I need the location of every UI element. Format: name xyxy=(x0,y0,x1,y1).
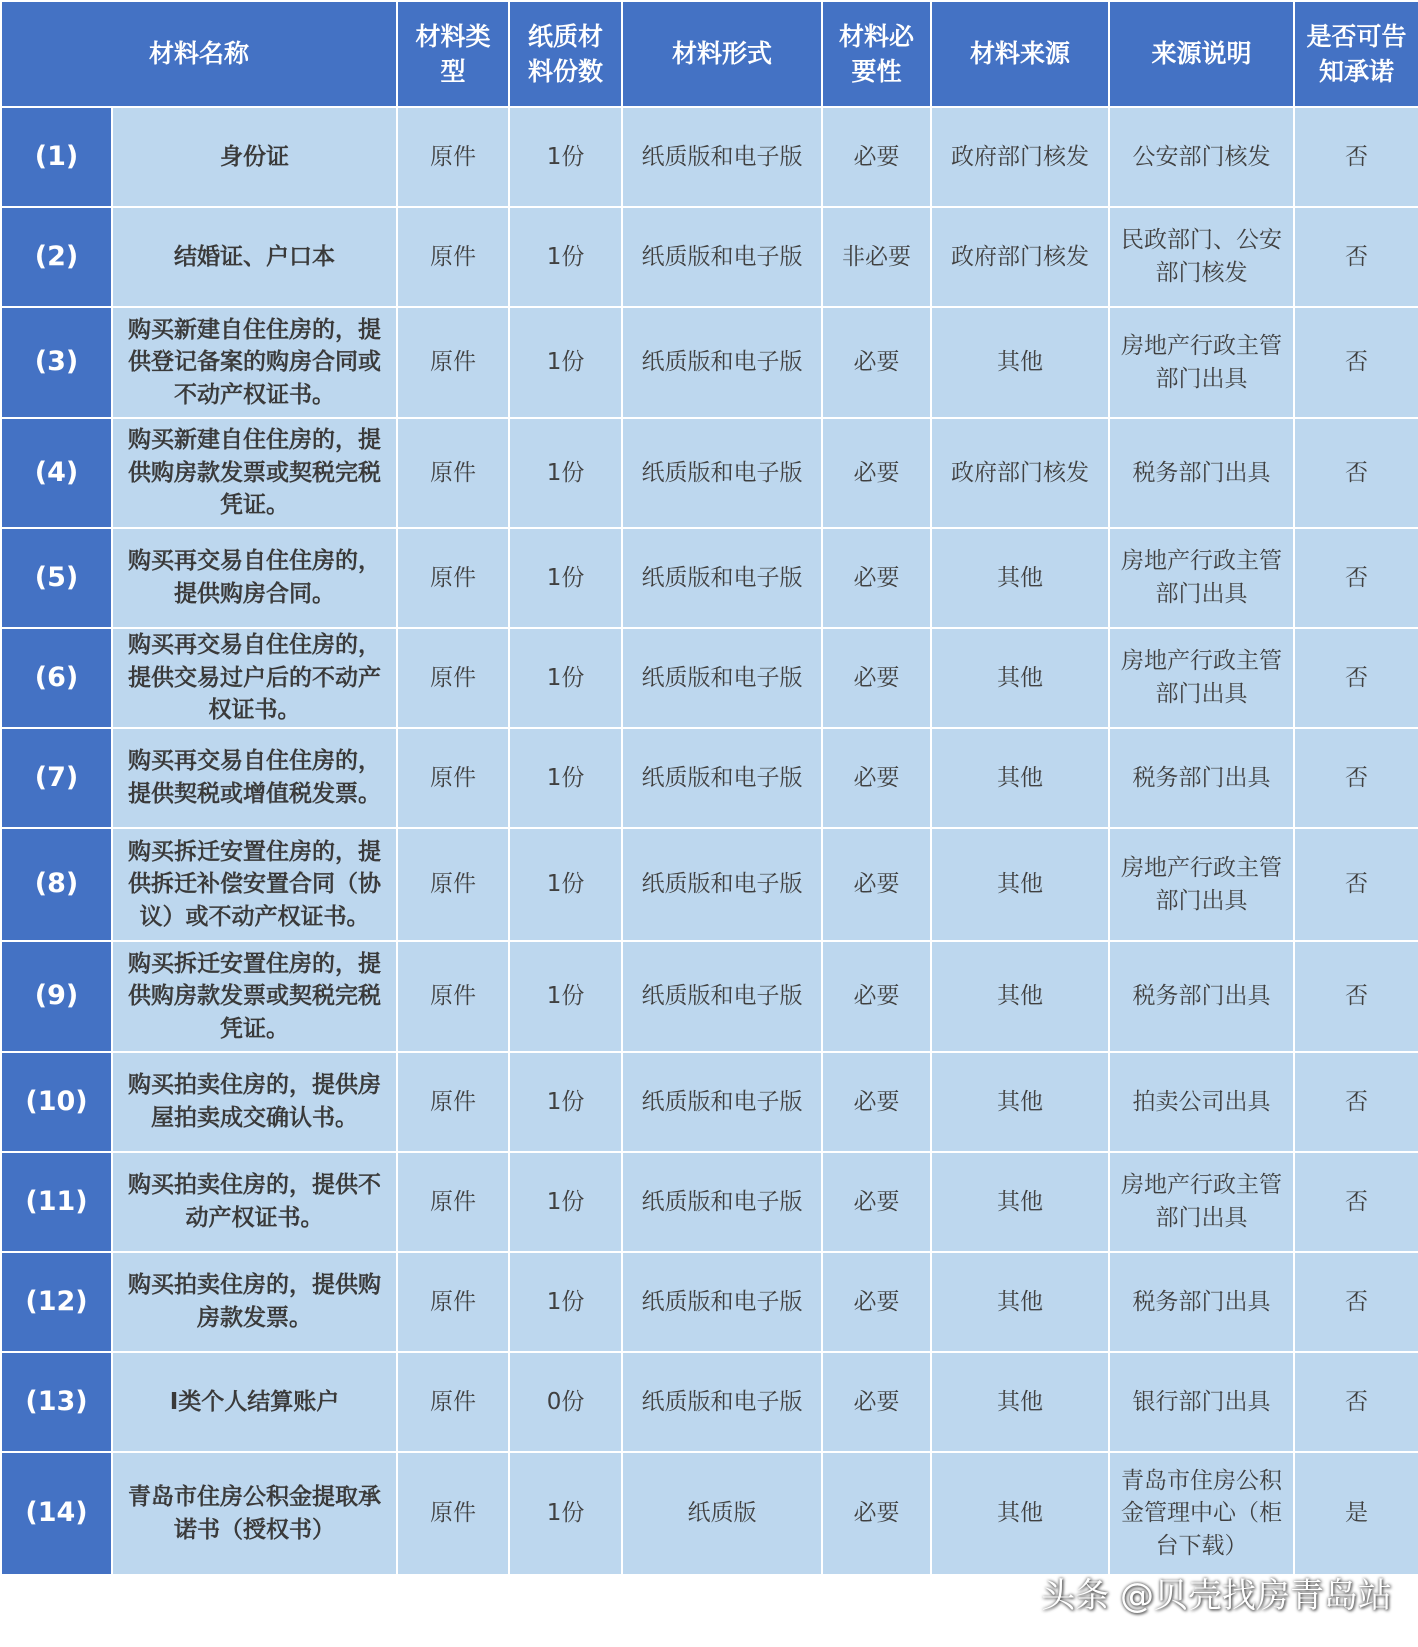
header-necessity: 材料必要性 xyxy=(822,1,931,107)
commitment-cell: 否 xyxy=(1294,728,1418,828)
commitment-cell: 否 xyxy=(1294,941,1418,1052)
source-note-cell: 拍卖公司出具 xyxy=(1109,1052,1294,1152)
paper-copies-cell: 1份 xyxy=(509,1052,622,1152)
header-paper-copies: 纸质材料份数 xyxy=(509,1,622,107)
material-form-cell: 纸质版和电子版 xyxy=(622,1252,822,1352)
row-index: (4) xyxy=(1,418,112,528)
row-index: (5) xyxy=(1,528,112,628)
material-name-cell: 青岛市住房公积金提取承诺书（授权书） xyxy=(112,1452,397,1575)
necessity-cell: 必要 xyxy=(822,1252,931,1352)
source-note-cell: 房地产行政主管部门出具 xyxy=(1109,828,1294,941)
source-note-cell: 民政部门、公安部门核发 xyxy=(1109,207,1294,307)
table-row xyxy=(1,1252,1418,1352)
commitment-cell: 是 xyxy=(1294,1452,1418,1575)
material-form-cell: 纸质版和电子版 xyxy=(622,1152,822,1252)
source-cell: 政府部门核发 xyxy=(931,418,1109,528)
necessity-cell: 必要 xyxy=(822,628,931,728)
necessity-cell: 非必要 xyxy=(822,207,931,307)
row-index: (10) xyxy=(1,1052,112,1152)
material-type-cell: 原件 xyxy=(397,1052,509,1152)
paper-copies-cell: 1份 xyxy=(509,628,622,728)
necessity-cell: 必要 xyxy=(822,1352,931,1452)
material-type-cell: 原件 xyxy=(397,1252,509,1352)
material-form-cell: 纸质版和电子版 xyxy=(622,941,822,1052)
source-cell: 其他 xyxy=(931,1252,1109,1352)
header-commitment: 是否可告知承诺 xyxy=(1294,1,1418,107)
necessity-cell: 必要 xyxy=(822,107,931,207)
material-type-cell: 原件 xyxy=(397,941,509,1052)
necessity-cell: 必要 xyxy=(822,307,931,418)
table-row xyxy=(1,1052,1418,1152)
table-row xyxy=(1,1352,1418,1452)
material-name-cell: 购买拍卖住房的，提供购房款发票。 xyxy=(112,1252,397,1352)
paper-copies-cell: 1份 xyxy=(509,107,622,207)
source-cell: 政府部门核发 xyxy=(931,107,1109,207)
header-source: 材料来源 xyxy=(931,1,1109,107)
material-form-cell: 纸质版和电子版 xyxy=(622,418,822,528)
source-cell: 其他 xyxy=(931,1152,1109,1252)
necessity-cell: 必要 xyxy=(822,728,931,828)
material-form-cell: 纸质版和电子版 xyxy=(622,307,822,418)
material-name-cell: 购买新建自住住房的，提供购房款发票或契税完税凭证。 xyxy=(112,418,397,528)
table-row xyxy=(1,1452,1418,1575)
necessity-cell: 必要 xyxy=(822,1452,931,1575)
table-body xyxy=(1,107,1418,1575)
source-note-cell: 税务部门出具 xyxy=(1109,728,1294,828)
material-name-cell: 购买拆迁安置住房的，提供购房款发票或契税完税凭证。 xyxy=(112,941,397,1052)
material-name-cell: 购买新建自住住房的，提供登记备案的购房合同或不动产权证书。 xyxy=(112,307,397,418)
source-cell: 其他 xyxy=(931,728,1109,828)
paper-copies-cell: 1份 xyxy=(509,1252,622,1352)
watermark xyxy=(1041,1568,1392,1617)
necessity-cell: 必要 xyxy=(822,1052,931,1152)
paper-copies-cell: 0份 xyxy=(509,1352,622,1452)
source-cell: 其他 xyxy=(931,1352,1109,1452)
paper-copies-cell: 1份 xyxy=(509,1452,622,1575)
header-material-type: 材料类型 xyxy=(397,1,509,107)
watermark-text: 头条 @贝壳找房青岛站 xyxy=(1041,1576,1392,1616)
material-type-cell: 原件 xyxy=(397,1152,509,1252)
row-index: (1) xyxy=(1,107,112,207)
source-note-cell: 房地产行政主管部门出具 xyxy=(1109,1152,1294,1252)
source-note-cell: 税务部门出具 xyxy=(1109,418,1294,528)
commitment-cell: 否 xyxy=(1294,628,1418,728)
material-name-cell: 购买再交易自住住房的，提供购房合同。 xyxy=(112,528,397,628)
source-note-cell: 税务部门出具 xyxy=(1109,1252,1294,1352)
source-note-cell: 税务部门出具 xyxy=(1109,941,1294,1052)
header-source-note: 来源说明 xyxy=(1109,1,1294,107)
material-name-cell: I类个人结算账户 xyxy=(112,1352,397,1452)
table-row xyxy=(1,628,1418,728)
commitment-cell: 否 xyxy=(1294,1052,1418,1152)
material-form-cell: 纸质版和电子版 xyxy=(622,1052,822,1152)
row-index: (8) xyxy=(1,828,112,941)
source-note-cell: 青岛市住房公积金管理中心（柜台下载） xyxy=(1109,1452,1294,1575)
row-index: (12) xyxy=(1,1252,112,1352)
paper-copies-cell: 1份 xyxy=(509,418,622,528)
table-row xyxy=(1,307,1418,418)
material-type-cell: 原件 xyxy=(397,1352,509,1452)
source-note-cell: 房地产行政主管部门出具 xyxy=(1109,528,1294,628)
table-row xyxy=(1,207,1418,307)
material-form-cell: 纸质版和电子版 xyxy=(622,728,822,828)
material-name-cell: 购买拍卖住房的，提供房屋拍卖成交确认书。 xyxy=(112,1052,397,1152)
source-note-cell: 公安部门核发 xyxy=(1109,107,1294,207)
commitment-cell: 否 xyxy=(1294,207,1418,307)
necessity-cell: 必要 xyxy=(822,828,931,941)
paper-copies-cell: 1份 xyxy=(509,941,622,1052)
material-form-cell: 纸质版和电子版 xyxy=(622,107,822,207)
commitment-cell: 否 xyxy=(1294,1352,1418,1452)
paper-copies-cell: 1份 xyxy=(509,728,622,828)
table-row xyxy=(1,728,1418,828)
row-index: (9) xyxy=(1,941,112,1052)
material-type-cell: 原件 xyxy=(397,528,509,628)
material-type-cell: 原件 xyxy=(397,307,509,418)
material-name-cell: 购买再交易自住住房的，提供契税或增值税发票。 xyxy=(112,728,397,828)
header-row xyxy=(1,1,1418,107)
material-form-cell: 纸质版和电子版 xyxy=(622,628,822,728)
source-cell: 其他 xyxy=(931,1052,1109,1152)
necessity-cell: 必要 xyxy=(822,941,931,1052)
source-cell: 其他 xyxy=(931,528,1109,628)
source-cell: 其他 xyxy=(931,1452,1109,1575)
source-note-cell: 银行部门出具 xyxy=(1109,1352,1294,1452)
material-type-cell: 原件 xyxy=(397,628,509,728)
necessity-cell: 必要 xyxy=(822,418,931,528)
table-row xyxy=(1,528,1418,628)
material-name-cell: 结婚证、户口本 xyxy=(112,207,397,307)
paper-copies-cell: 1份 xyxy=(509,307,622,418)
material-form-cell: 纸质版和电子版 xyxy=(622,528,822,628)
commitment-cell: 否 xyxy=(1294,107,1418,207)
material-type-cell: 原件 xyxy=(397,107,509,207)
table-row xyxy=(1,828,1418,941)
material-form-cell: 纸质版 xyxy=(622,1452,822,1575)
source-note-cell: 房地产行政主管部门出具 xyxy=(1109,307,1294,418)
commitment-cell: 否 xyxy=(1294,528,1418,628)
table-row xyxy=(1,418,1418,528)
material-form-cell: 纸质版和电子版 xyxy=(622,207,822,307)
paper-copies-cell: 1份 xyxy=(509,828,622,941)
header-material-name: 材料名称 xyxy=(1,1,397,107)
row-index: (2) xyxy=(1,207,112,307)
row-index: (14) xyxy=(1,1452,112,1575)
commitment-cell: 否 xyxy=(1294,1152,1418,1252)
table-row xyxy=(1,107,1418,207)
source-cell: 其他 xyxy=(931,307,1109,418)
commitment-cell: 否 xyxy=(1294,1252,1418,1352)
header-material-form: 材料形式 xyxy=(622,1,822,107)
row-index: (7) xyxy=(1,728,112,828)
row-index: (3) xyxy=(1,307,112,418)
material-name-cell: 身份证 xyxy=(112,107,397,207)
material-name-cell: 购买再交易自住住房的，提供交易过户后的不动产权证书。 xyxy=(112,628,397,728)
necessity-cell: 必要 xyxy=(822,528,931,628)
source-cell: 政府部门核发 xyxy=(931,207,1109,307)
table-row xyxy=(1,941,1418,1052)
material-name-cell: 购买拆迁安置住房的，提供拆迁补偿安置合同（协议）或不动产权证书。 xyxy=(112,828,397,941)
source-cell: 其他 xyxy=(931,828,1109,941)
source-note-cell: 房地产行政主管部门出具 xyxy=(1109,628,1294,728)
material-type-cell: 原件 xyxy=(397,1452,509,1575)
table-row xyxy=(1,1152,1418,1252)
commitment-cell: 否 xyxy=(1294,307,1418,418)
material-type-cell: 原件 xyxy=(397,728,509,828)
material-form-cell: 纸质版和电子版 xyxy=(622,828,822,941)
source-cell: 其他 xyxy=(931,628,1109,728)
row-index: (13) xyxy=(1,1352,112,1452)
material-type-cell: 原件 xyxy=(397,828,509,941)
necessity-cell: 必要 xyxy=(822,1152,931,1252)
source-cell: 其他 xyxy=(931,941,1109,1052)
material-name-cell: 购买拍卖住房的，提供不动产权证书。 xyxy=(112,1152,397,1252)
row-index: (6) xyxy=(1,628,112,728)
paper-copies-cell: 1份 xyxy=(509,207,622,307)
material-form-cell: 纸质版和电子版 xyxy=(622,1352,822,1452)
paper-copies-cell: 1份 xyxy=(509,528,622,628)
commitment-cell: 否 xyxy=(1294,418,1418,528)
row-index: (11) xyxy=(1,1152,112,1252)
material-type-cell: 原件 xyxy=(397,207,509,307)
material-type-cell: 原件 xyxy=(397,418,509,528)
paper-copies-cell: 1份 xyxy=(509,1152,622,1252)
commitment-cell: 否 xyxy=(1294,828,1418,941)
